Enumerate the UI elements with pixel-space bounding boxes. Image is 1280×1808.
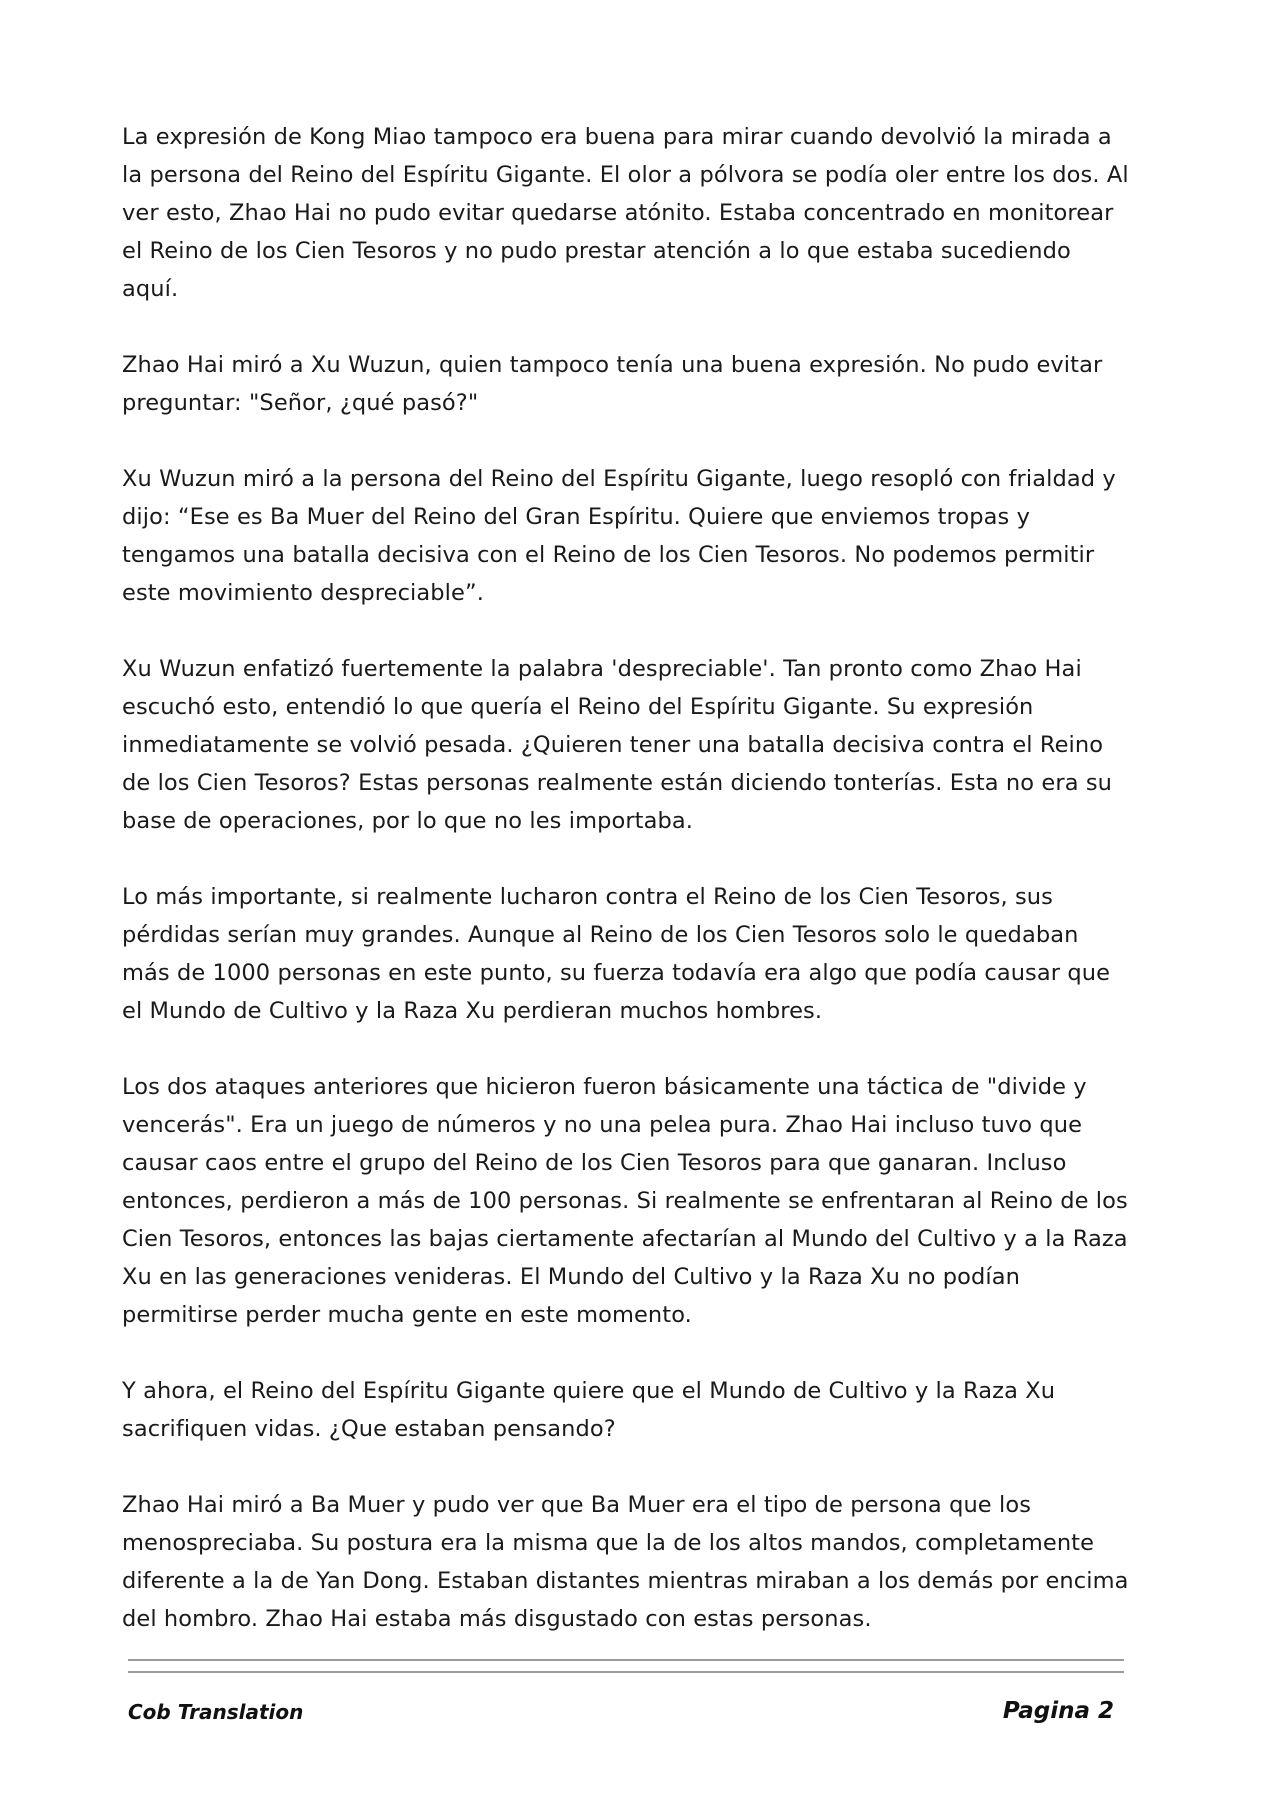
footer-page-number: Pagina 2 <box>1002 1698 1114 1724</box>
paragraph-7: Y ahora, el Reino del Espíritu Gigante quiere que el Mundo de Cultivo y la Raza Xu sacrifiquen vidas. ¿Que estaban pensando? <box>122 1378 1056 1442</box>
paragraph-3: Xu Wuzun miró a la persona del Reino del Espíritu Gigante, luego resopló con frialdad y dijo: “Ese es Ba Muer del Reino del Gran Espíritu. Quiere que enviemos tropas y tengamos una batalla decisiva con el Reino de los Cien Tesoros. No podemos permitir este movimiento despreciable”. <box>122 466 1116 606</box>
paragraph-6: Los dos ataques anteriores que hicieron fueron básicamente una táctica de "divide y vencerás". Era un juego de números y no una pelea pura. Zhao Hai incluso tuvo que causar caos entre el grupo del Reino de los Cien Tesoros para que ganaran. Incluso entonces, perdieron a más de 100 personas. Si realmente se enfrentaran al Reino de los Cien Tesoros, entonces las bajas ciertamente afectarían al Mundo del Cultivo y a la Raza Xu en las generaciones venideras. El Mundo del Cultivo y la Raza Xu no podían permitirse perder mucha gente en este momento. <box>122 1074 1128 1328</box>
document-body <box>122 118 1132 1676</box>
paragraph-2: Zhao Hai miró a Xu Wuzun, quien tampoco tenía una buena expresión. No pudo evitar preguntar: "Señor, ¿qué pasó?" <box>122 352 1103 416</box>
footer-divider-bottom <box>128 1671 1124 1673</box>
paragraph-8: Zhao Hai miró a Ba Muer y pudo ver que Ba Muer era el tipo de persona que los menospreciaba. Su postura era la misma que la de los altos mandos, completamente diferente a la de Yan Dong. Estaban distantes mientras miraban a los demás por encima del hombro. Zhao Hai estaba más disgustado con estas personas. <box>122 1492 1129 1632</box>
footer-translator-credit: Cob Translation <box>128 1700 304 1724</box>
paragraph-5: Lo más importante, si realmente lucharon contra el Reino de los Cien Tesoros, sus pérdidas serían muy grandes. Aunque al Reino de los Cien Tesoros solo le quedaban más de 1000 personas en este punto, su fuerza todavía era algo que podía causar que el Mundo de Cultivo y la Raza Xu perdieran muchos hombres. <box>122 884 1111 1024</box>
paragraph-4: Xu Wuzun enfatizó fuertemente la palabra 'despreciable'. Tan pronto como Zhao Hai escuchó esto, entendió lo que quería el Reino del Espíritu Gigante. Su expresión inmediatamente se volvió pesada. ¿Quieren tener una batalla decisiva contra el Reino de los Cien Tesoros? Estas personas realmente están diciendo tonterías. Esta no era su base de operaciones, por lo que no les importaba. <box>122 656 1113 834</box>
footer-divider-top <box>128 1659 1124 1661</box>
paragraph-1: La expresión de Kong Miao tampoco era buena para mirar cuando devolvió la mirada a la persona del Reino del Espíritu Gigante. El olor a pólvora se podía oler entre los dos. Al ver esto, Zhao Hai no pudo evitar quedarse atónito. Estaba concentrado en monitorear el Reino de los Cien Tesoros y no pudo prestar atención a lo que estaba sucediendo aquí. <box>122 124 1129 302</box>
